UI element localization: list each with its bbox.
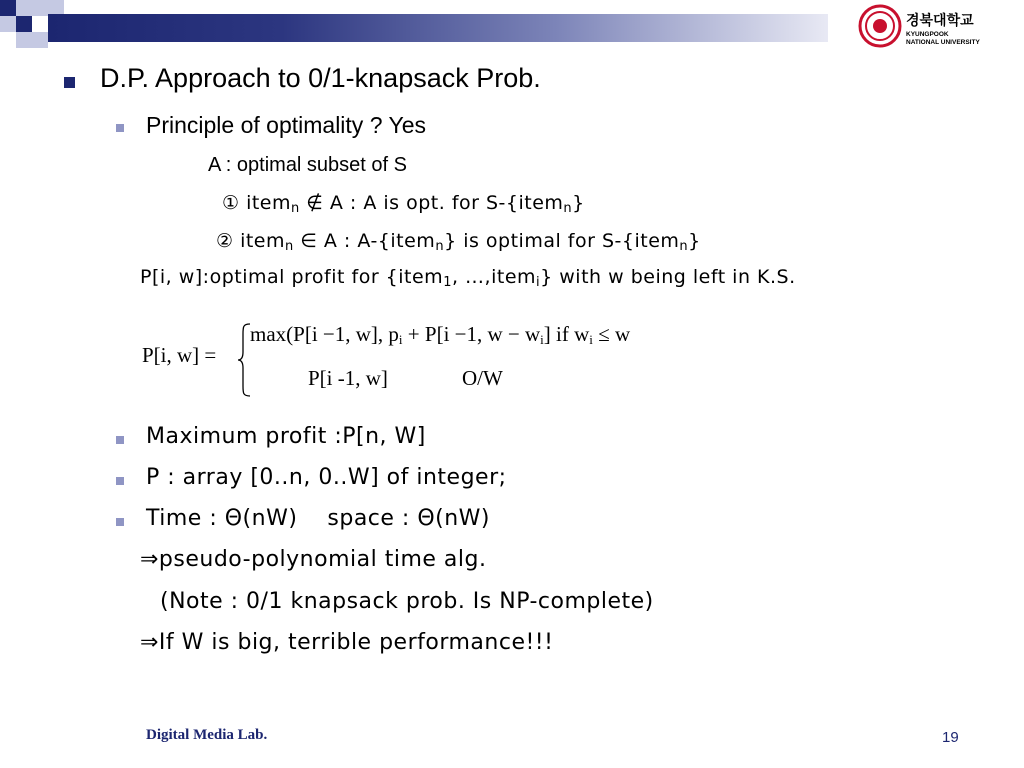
bullet-maximum-profit: Maximum profit :P[n, W] [146, 424, 426, 449]
header-square [16, 0, 32, 16]
bullet-square [116, 477, 124, 485]
line-optimal-subset: A : optimal subset of S [208, 154, 407, 176]
university-logo [858, 3, 988, 49]
text-part: } [688, 230, 701, 252]
header-square [0, 0, 16, 16]
subscript: n [563, 201, 573, 216]
header-square [32, 0, 48, 16]
subscript: n [291, 201, 300, 216]
footer-lab-name: Digital Media Lab. [146, 727, 268, 743]
formula-lhs: P[i, w] = [142, 343, 217, 367]
subscript: n [435, 239, 445, 254]
sub-bullet-principle: Principle of optimality ? Yes [146, 112, 426, 138]
bullet-square [116, 518, 124, 526]
line-case-1 [222, 192, 585, 216]
bullet-complexity: Time : Θ(nW) space : Θ(nW) [146, 506, 491, 531]
subscript: 1 [443, 275, 452, 290]
svg-text:KYUNGPOOK: KYUNGPOOK [906, 31, 949, 38]
bullet-square [116, 124, 124, 132]
text-part: , …,item [451, 266, 537, 288]
text-part: } [572, 192, 585, 214]
header-square [16, 32, 32, 48]
text-part: ② item [216, 230, 285, 252]
formula-case-2-value: P[i -1, w] [308, 366, 388, 390]
formula-case-2-condition: O/W [462, 366, 503, 390]
subscript: n [285, 239, 294, 254]
svg-text:경북대학교: 경북대학교 [906, 13, 974, 29]
formula-case-1 [250, 322, 630, 348]
line-terrible-performance: ⇒If W is big, terrible performance!!! [140, 630, 554, 655]
subscript: n [679, 239, 689, 254]
bullet-array: P : array [0..n, 0..W] of integer; [146, 465, 507, 490]
subscript: i [536, 275, 541, 290]
text-part: ≤ w [592, 322, 631, 346]
line-pseudo-polynomial: ⇒pseudo-polynomial time alg. [140, 547, 487, 572]
line-profit-definition [140, 266, 796, 290]
header-square [16, 16, 32, 32]
text-part: ∈ A : A-{item [293, 230, 436, 252]
svg-text:NATIONAL UNIVERSITY: NATIONAL UNIVERSITY [906, 39, 980, 46]
slide-title: D.P. Approach to 0/1-knapsack Prob. [100, 63, 541, 93]
line-np-complete-note: (Note : 0/1 knapsack prob. Is NP-complete) [160, 589, 654, 614]
subscript: i [540, 332, 544, 347]
university-seal-icon [858, 3, 988, 49]
text-part: P[i, w]:optimal profit for {item [140, 266, 444, 288]
text-part: max(P[i −1, w], p [250, 322, 399, 346]
header-gradient-bar [48, 14, 828, 42]
subscript: i [589, 332, 593, 347]
header-square [0, 16, 16, 32]
page-number: 19 [942, 729, 959, 746]
line-case-2 [216, 230, 701, 254]
header-square [32, 32, 48, 48]
header-square [48, 0, 64, 14]
subscript: i [398, 332, 403, 347]
text-part: } with w being left in K.S. [540, 266, 796, 288]
text-part: ] if w [543, 322, 590, 346]
text-part: ∉ A : A is opt. for S-{item [299, 192, 564, 214]
text-part: + P[i −1, w − w [402, 322, 541, 346]
text-part: } is optimal for S-{item [444, 230, 680, 252]
text-part: ① item [222, 192, 291, 214]
bullet-square [64, 77, 75, 88]
bullet-square [116, 436, 124, 444]
